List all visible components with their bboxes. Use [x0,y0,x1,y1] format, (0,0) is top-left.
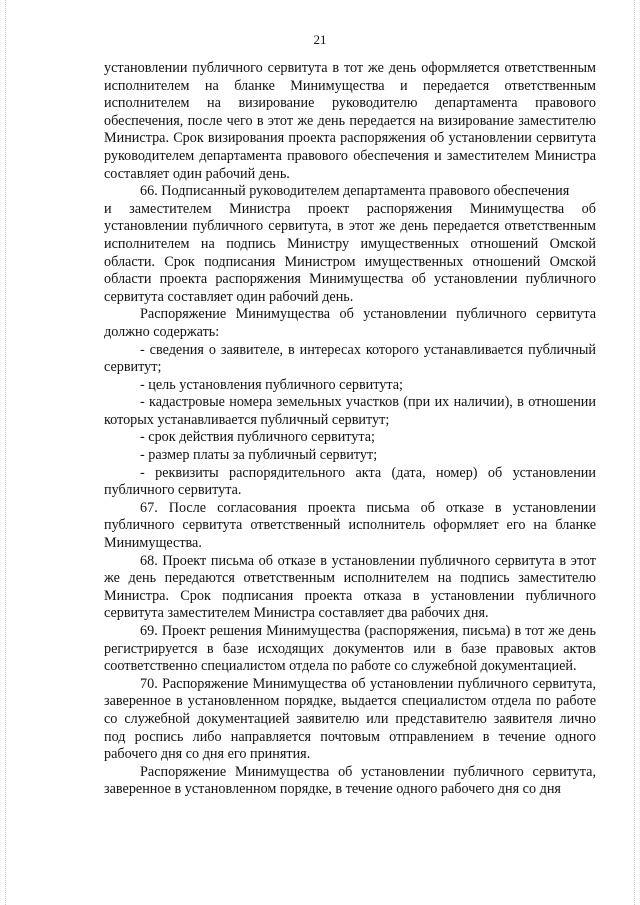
list-item: - сведения о заявителе, в интересах которого устанавливается публичный сервитут; [104,341,596,376]
paragraph: 70. Распоряжение Минимущества об установлении публичного сервитута, заверенное в установленном порядке, выдается специалистом отдела по работе со служебной документацией заявителю или представителю заявителя лично под роспись либо направляется почтовым отправлением в течение одного рабочего дня со дня его принятия. [104,675,596,763]
paragraph: 67. После согласования проекта письма об отказе в установлении публичного сервитута ответственный исполнитель оформляет его на бланке Минимущества. [104,499,596,552]
scan-right-edge [634,0,636,905]
list-item: - размер платы за публичный сервитут; [140,447,378,464]
paragraph: Распоряжение Минимущества об установлении публичного сервитута должно содержать: [104,306,596,340]
paragraph: Распоряжение Минимущества об установлении публичного сервитута, заверенное в установленном порядке, в течение одного рабочего дня со дня [104,763,596,798]
list-item: - реквизиты распорядительного акта (дата, номер) об установлении публичного сервитута. [104,464,596,499]
document-body [104,60,596,799]
paragraph: 68. Проект письма об отказе в установлении публичного сервитута в этот же день передаются ответственным исполнителем на подпись заместителю Министра. Срок подписания проекта отказа в установлении публичного сервитута заместителем Министра составляет два рабочих дня. [104,552,596,622]
page-number: 21 [313,32,327,47]
scan-left-edge [5,0,7,905]
list-item: - срок действия публичного сервитута; [140,429,376,446]
paragraph: установлении публичного сервитута в тот же день оформляется ответственным исполнителем на бланке Минимущества и передается ответственным исполнителем на визирование руководителю департамента правового обеспечения, после чего в этот же день передается на визирование заместителю Министра. Срок визирования проекта распоряжения об установлении сервитута руководителем департамента правового обеспечения и заместителем Министра составляет один рабочий день. [104,60,596,182]
paragraph: 66. Подписанный руководителем департамента правового обеспечения [140,183,570,200]
paragraph: 69. Проект решения Минимущества (распоряжения, письма) в тот же день регистрируется в базе исходящих документов или в базе правовых актов соответственно специалистом отдела по работе со служебной документацией. [104,623,596,675]
paragraph: и заместителем Министра проект распоряжения Минимущества об установлении публичного сервитута, в этот же день передается ответственным исполнителем на подпись Министру имущественных отношений Омской области. Срок подписания Министром имущественных отношений Омской области проекта распоряжения Минимущества об установлении публичного сервитута составляет один рабочий день. [104,200,596,305]
list-item: - кадастровые номера земельных участков (при их наличии), в отношении которых устанавливается публичный сервитут; [104,394,596,428]
list-item: - цель установления публичного сервитута; [140,376,403,393]
